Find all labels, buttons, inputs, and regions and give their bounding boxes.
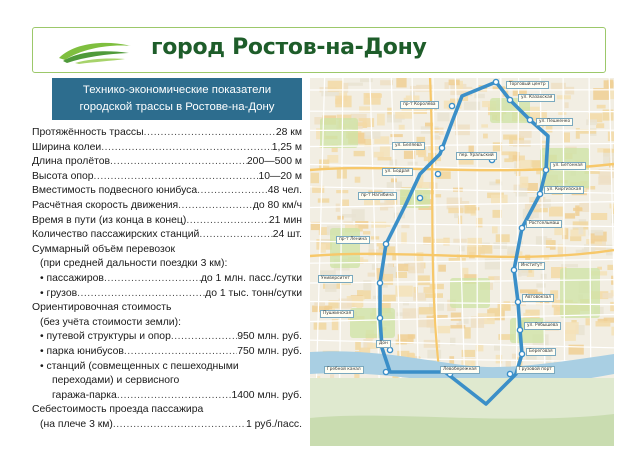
cost-fleet-row bbox=[32, 345, 302, 360]
volume-cargo-value: до 1 тыс. тонн/сутки bbox=[205, 287, 302, 299]
volume-cargo-label: • грузов bbox=[40, 287, 78, 299]
volume-passengers-value: до 1 млн. пасс./сутки bbox=[200, 272, 302, 284]
station-marker bbox=[449, 103, 454, 108]
station-label: Пушкинская bbox=[320, 310, 354, 318]
fare-value: 1 руб./пасс. bbox=[245, 418, 302, 430]
spec-row bbox=[32, 126, 302, 141]
spec-label: Ширина колеи bbox=[32, 141, 102, 153]
station-marker bbox=[511, 267, 516, 272]
station-marker bbox=[417, 195, 422, 200]
station-label: Ростсельмаш bbox=[526, 220, 562, 228]
volume-cargo-row bbox=[32, 287, 302, 302]
station-marker bbox=[537, 191, 542, 196]
station-marker bbox=[527, 117, 532, 122]
cost-track-row bbox=[32, 330, 302, 345]
cost-stations-label: гаража-парка bbox=[52, 389, 117, 401]
spec-value: 28 км bbox=[275, 127, 302, 138]
spec-label: Расчётная скорость движения bbox=[32, 199, 179, 211]
station-label: Грузовой порт bbox=[516, 366, 555, 374]
cost-track-label: • путевой структуры и опор bbox=[40, 331, 171, 343]
spec-row bbox=[32, 184, 302, 199]
spec-value: 10—20 м bbox=[258, 170, 302, 182]
spec-value: до 80 км/ч bbox=[252, 199, 302, 211]
station-label: Автовокзал bbox=[522, 294, 554, 302]
left-bank-marsh bbox=[310, 414, 614, 446]
spec-row bbox=[32, 155, 302, 170]
spec-row bbox=[32, 214, 302, 229]
station-marker bbox=[383, 241, 388, 246]
spec-label: Количество пассажирских станций bbox=[32, 229, 200, 241]
station-marker bbox=[377, 315, 382, 320]
fare-label: (на плече 3 км) bbox=[40, 418, 113, 430]
specs-list bbox=[32, 126, 302, 432]
station-label: пр-т Королёва bbox=[400, 101, 439, 109]
volume-heading: Суммарный объём перевозок bbox=[32, 243, 176, 255]
station-marker bbox=[507, 371, 512, 376]
spec-label: Высота опор bbox=[32, 170, 94, 182]
green-area bbox=[330, 228, 360, 268]
spec-value: 21 мин bbox=[268, 214, 302, 226]
spec-value: 1,25 м bbox=[271, 141, 302, 153]
station-label: Береговая bbox=[526, 348, 556, 356]
map-canvas bbox=[310, 78, 614, 446]
station-marker bbox=[519, 225, 524, 230]
volume-passengers-row bbox=[32, 272, 302, 287]
station-label: Гребной канал bbox=[324, 366, 364, 374]
cost-subheading: (без учёта стоимости земли): bbox=[40, 316, 181, 328]
station-marker bbox=[517, 327, 522, 332]
spec-label: Вместимость подвесного юнибуса bbox=[32, 185, 198, 197]
cost-track-value: 950 млн. руб. bbox=[237, 331, 302, 343]
station-label: ул. Рябышева bbox=[524, 322, 561, 330]
info-heading bbox=[52, 78, 302, 120]
logo-icon bbox=[55, 36, 135, 66]
spec-row bbox=[32, 141, 302, 156]
cost-fleet-label: • парка юнибусов bbox=[40, 345, 124, 357]
station-marker bbox=[435, 171, 440, 176]
station-marker bbox=[387, 347, 392, 352]
station-label: Торговый центр bbox=[506, 81, 549, 89]
page-title: город Ростов-на-Дону bbox=[151, 35, 427, 60]
station-marker bbox=[543, 167, 548, 172]
station-label: Институт bbox=[518, 262, 545, 270]
station-label: Университет bbox=[318, 275, 353, 283]
station-label: Дон bbox=[376, 340, 391, 348]
route-map bbox=[310, 78, 614, 446]
station-marker bbox=[507, 97, 512, 102]
cost-stations-row bbox=[32, 389, 302, 404]
spec-label: Длина пролётов bbox=[32, 156, 111, 168]
green-area bbox=[350, 308, 395, 338]
info-heading-line1: Технико-экономические показатели bbox=[82, 84, 272, 96]
station-label: Левобережная bbox=[440, 366, 480, 374]
station-label: пр-т Нагибина bbox=[358, 192, 397, 200]
spec-value: 48 чел. bbox=[267, 185, 302, 197]
station-label: пер. Уральский bbox=[456, 152, 497, 160]
station-label: ул. Казахская bbox=[518, 94, 555, 102]
green-area bbox=[560, 268, 600, 318]
cost-fleet-value: 750 млн. руб. bbox=[237, 345, 302, 357]
spec-row bbox=[32, 228, 302, 243]
fare-row bbox=[32, 418, 302, 433]
spec-label: Время в пути (из конца в конец) bbox=[32, 214, 187, 226]
station-marker bbox=[519, 351, 524, 356]
station-marker bbox=[383, 369, 388, 374]
spec-value: 24 шт. bbox=[272, 229, 302, 241]
header-banner bbox=[32, 27, 606, 73]
station-marker bbox=[377, 280, 382, 285]
cost-stations-line1: • станций (совмещенных с пешеходными bbox=[40, 360, 239, 372]
volume-subheading: (при средней дальности поездки 3 км): bbox=[40, 258, 228, 270]
station-marker bbox=[493, 79, 498, 84]
station-label: пр-т Ленина bbox=[336, 236, 370, 244]
spec-value: 200—500 м bbox=[246, 156, 302, 168]
cost-stations-value: 1400 млн. руб. bbox=[231, 389, 302, 401]
volume-passengers-label: • пассажиров bbox=[40, 272, 104, 284]
info-heading-line2: городской трассы в Ростове-на-Дону bbox=[79, 101, 275, 113]
station-label: ул. Беляева bbox=[392, 142, 425, 150]
station-marker bbox=[439, 145, 444, 150]
station-label: ул. Бодрая bbox=[382, 168, 413, 176]
green-area bbox=[320, 118, 358, 148]
spec-row bbox=[32, 199, 302, 214]
station-marker bbox=[515, 299, 520, 304]
spec-row bbox=[32, 170, 302, 185]
station-label: ул. Пешкенко bbox=[536, 118, 573, 126]
station-label: ул. Бетонная bbox=[550, 162, 586, 170]
fare-heading: Себестоимость проезда пассажира bbox=[32, 404, 204, 416]
spec-label: Протяжённость трассы bbox=[32, 127, 144, 138]
cost-stations-line2: переходами) и сервисного bbox=[52, 375, 180, 387]
station-label: ул. Киргизская bbox=[544, 186, 584, 194]
cost-heading: Ориентировочная стоимость bbox=[32, 302, 172, 314]
